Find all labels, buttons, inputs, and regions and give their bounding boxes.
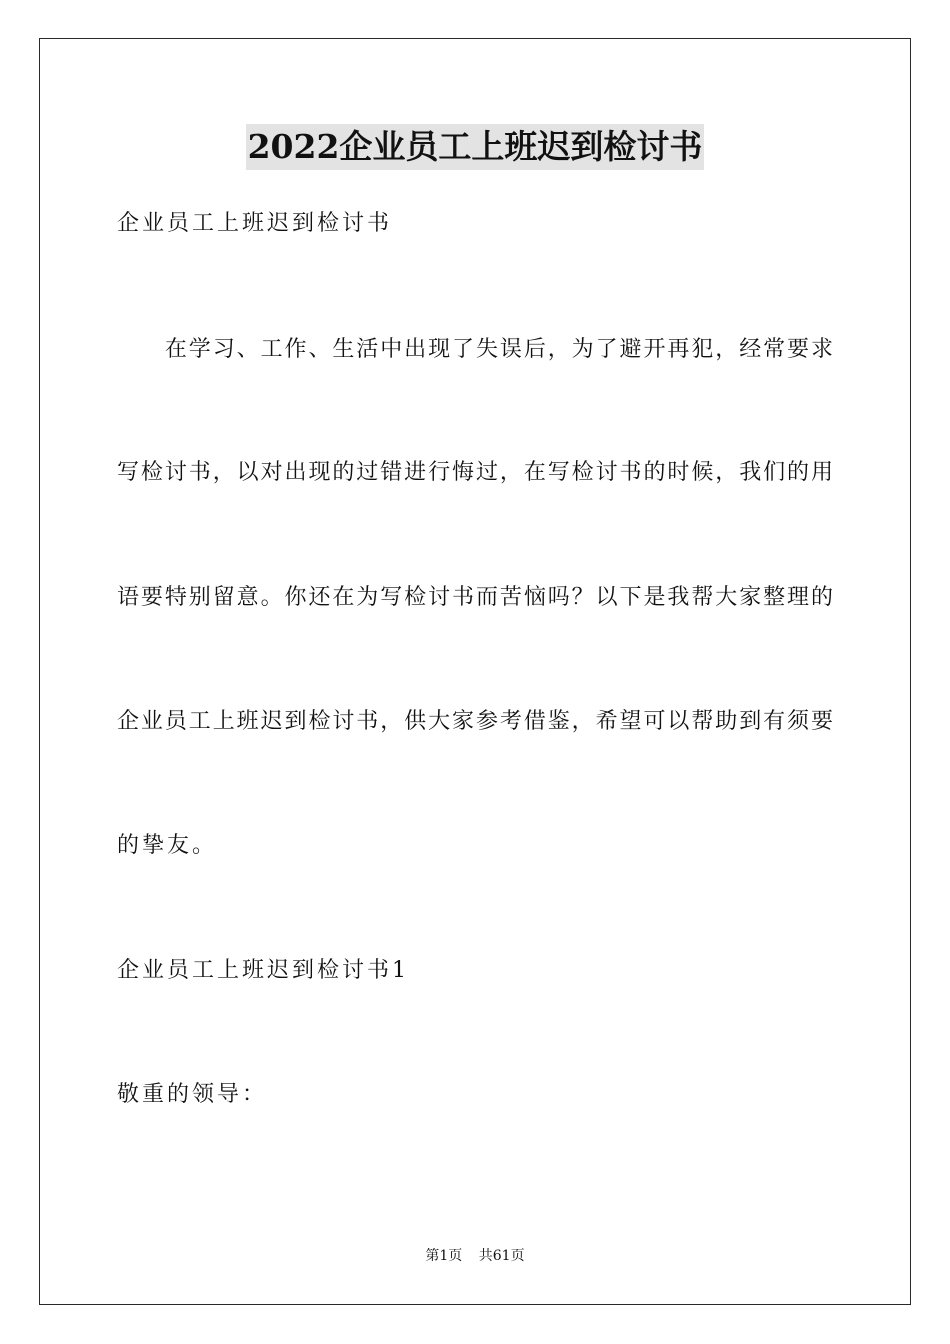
- section-heading: 企业员工上班迟到检讨书1: [117, 958, 409, 983]
- title-container: [0, 124, 950, 170]
- paragraph-line-4: 企业员工上班迟到检讨书，供大家参考借鉴，希望可以帮助到有须要: [117, 709, 833, 734]
- document-subtitle: 企业员工上班迟到检讨书: [117, 211, 393, 236]
- page-number-total: 共61页: [478, 1248, 525, 1264]
- paragraph-line-3: 语要特别留意。你还在为写检讨书而苦恼吗？以下是我帮大家整理的: [117, 585, 833, 610]
- document-title: 2022企业员工上班迟到检讨书: [246, 124, 705, 170]
- page-number-current: 第1页: [425, 1248, 463, 1264]
- paragraph-line-1: 在学习、工作、生活中出现了失误后，为了避开再犯，经常要求: [117, 337, 833, 362]
- page-footer: [0, 1246, 950, 1266]
- paragraph-line-5: 的挚友。: [117, 833, 218, 858]
- salutation: 敬重的领导：: [117, 1082, 268, 1107]
- paragraph-line-2: 写检讨书，以对出现的过错进行悔过，在写检讨书的时候，我们的用: [117, 460, 833, 485]
